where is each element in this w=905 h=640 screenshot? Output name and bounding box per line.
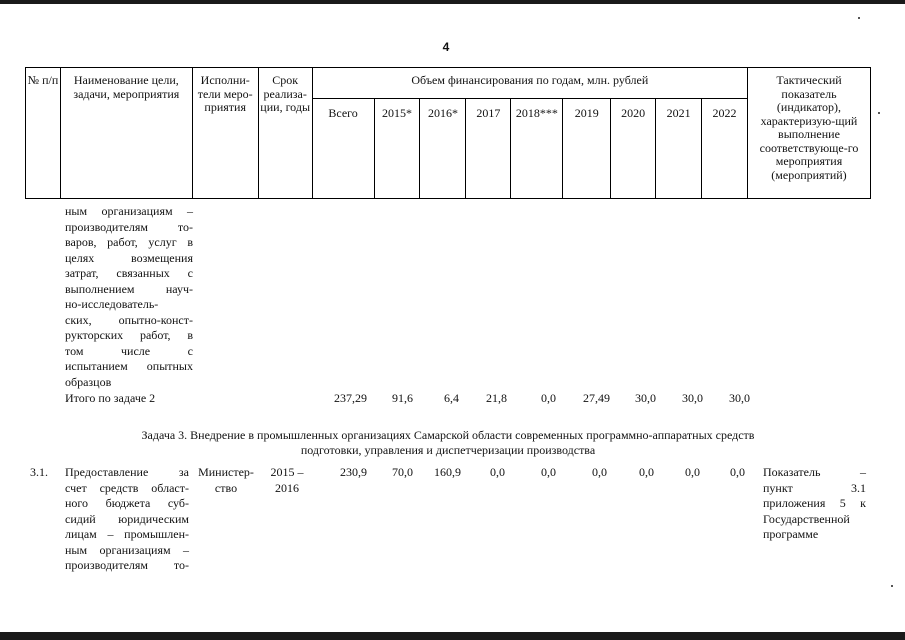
- scan-border-top: [0, 0, 905, 4]
- text-line: рукторских работ, в: [65, 328, 193, 342]
- total-value-2021: 30,0: [682, 391, 703, 405]
- text-line: пункт 3.1: [763, 480, 866, 495]
- text-line: выполнением науч-: [65, 281, 193, 296]
- scan-speck: [878, 112, 880, 114]
- scan-speck: [891, 585, 893, 587]
- row31-indicator: [763, 465, 866, 543]
- header-col-year: 2016*: [420, 99, 466, 199]
- header-col-year: 2019: [563, 99, 611, 199]
- row31-term: [260, 465, 314, 496]
- row31-number: 3.1.: [30, 465, 48, 479]
- total-value-2017: 21,8: [486, 391, 507, 405]
- task3-title: Задача 3. Внедрение в промышленных организациях Самарской области современных программно-аппаратных средств подготовки, управления и диспетчеризации производства: [141, 428, 755, 457]
- header-name: Наименование цели, задачи, мероприятия: [60, 68, 192, 199]
- total-value-2020: 30,0: [635, 391, 656, 405]
- page-number: 4: [442, 40, 450, 54]
- text-line: 2016: [275, 480, 299, 495]
- text-line: Показатель –: [763, 465, 866, 479]
- total-value-2019: 27,49: [583, 391, 610, 405]
- continuation-text: [65, 204, 193, 390]
- text-line: целях возмещения: [65, 250, 193, 265]
- total-label: Итого по задаче 2: [65, 391, 156, 405]
- text-line: счет средств област-: [65, 480, 189, 495]
- header-indicator: Тактический показатель (индикатор), характеризую-щий выполнение соответствующе-го мероприятия (мероприятий): [747, 68, 870, 199]
- row31-value-2020: 0,0: [639, 465, 654, 479]
- table-header: [25, 67, 871, 199]
- text-line: Министер-: [198, 465, 254, 479]
- row31-executor: [193, 465, 259, 496]
- total-value-2018: 0,0: [541, 391, 556, 405]
- text-line: образцов: [65, 374, 112, 389]
- text-line: ских, опытно-конст-: [65, 312, 193, 327]
- row31-value-2016: 160,9: [434, 465, 461, 479]
- header-col-year: 2015*: [374, 99, 420, 199]
- text-line: затрат, связанных с: [65, 266, 193, 280]
- text-line: ным организациям –: [65, 204, 193, 218]
- header-financing: Объем финансирования по годам, млн. рублей: [312, 68, 747, 99]
- text-line: но-исследователь-: [65, 297, 159, 311]
- row31-value-2021: 0,0: [685, 465, 700, 479]
- header-col-year: 2020: [611, 99, 656, 199]
- text-line: том числе с: [65, 343, 193, 358]
- row31-value-all: 230,9: [340, 465, 367, 479]
- text-line: Государственной: [763, 511, 850, 526]
- text-line: программе: [763, 527, 819, 541]
- text-line: приложения 5 к: [763, 496, 866, 510]
- text-line: сидий юридическим: [65, 511, 189, 526]
- header-col-year: 2021: [656, 99, 702, 199]
- header-executors: Исполни-тели меро-приятия: [192, 68, 258, 199]
- text-line: лицам – промышлен-: [65, 527, 189, 541]
- header-col-total: Всего: [312, 99, 374, 199]
- scan-border-bottom: [0, 632, 905, 640]
- header-col-year: 2017: [466, 99, 511, 199]
- text-line: ного бюджета суб-: [65, 496, 189, 510]
- header-no: № п/п: [26, 68, 61, 199]
- text-line: ство: [214, 480, 238, 495]
- row31-value-2015: 70,0: [392, 465, 413, 479]
- total-value-2022: 30,0: [729, 391, 750, 405]
- header-term: Срок реализа-ции, годы: [258, 68, 312, 199]
- text-line: производителям то-: [65, 558, 189, 572]
- row31-value-2022: 0,0: [730, 465, 745, 479]
- total-value-2016: 6,4: [444, 391, 459, 405]
- total-value-2015: 91,6: [392, 391, 413, 405]
- text-line: Предоставление за: [65, 465, 189, 479]
- row31-value-2018: 0,0: [541, 465, 556, 479]
- text-line: варов, работ, услуг в: [65, 235, 193, 249]
- row31-name: [65, 465, 189, 574]
- text-line: производителям то-: [65, 219, 193, 234]
- row31-value-2017: 0,0: [490, 465, 505, 479]
- row31-value-2019: 0,0: [592, 465, 607, 479]
- total-value-all: 237,29: [334, 391, 367, 405]
- header-col-year: 2022: [702, 99, 748, 199]
- header-col-year: 2018***: [511, 99, 563, 199]
- scan-speck: [858, 17, 860, 19]
- text-line: испытанием опытных: [65, 359, 193, 373]
- text-line: ным организациям –: [65, 542, 189, 557]
- text-line: 2015 –: [270, 465, 304, 479]
